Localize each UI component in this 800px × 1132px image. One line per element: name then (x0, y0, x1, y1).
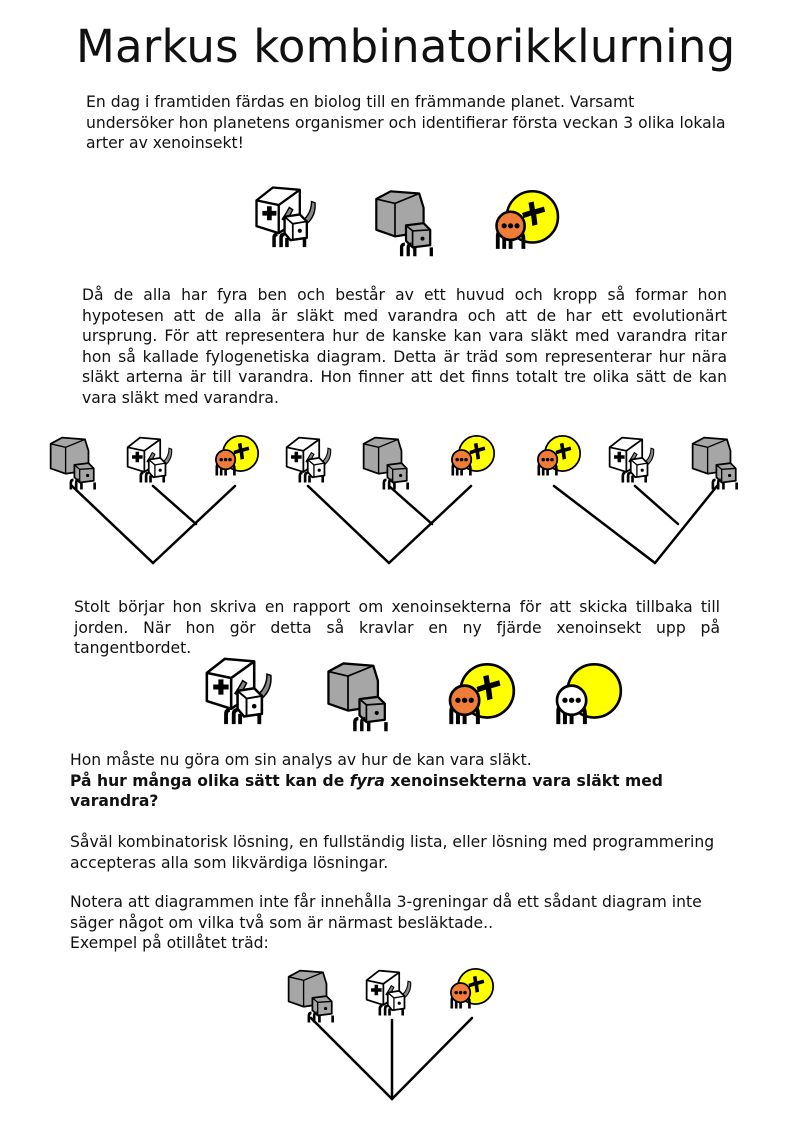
tree-1 (51, 436, 259, 563)
white-cube-insect-icon (257, 188, 316, 248)
white-cube-insect-icon (207, 659, 271, 724)
branch (389, 486, 432, 524)
white-yellow-round-insect-icon (557, 664, 621, 724)
question-before: På hur många olika sätt kan de (70, 771, 350, 790)
redo-text: Hon måste nu göra om sin analys av hur de kan vara släkt. (70, 751, 532, 769)
white-cube-insect-icon (367, 971, 411, 1016)
solutions-paragraph: Såväl kombinatorisk lösning, en fullständig lista, eller lösning med programmering accepteras alla som likvärdiga lösningar. (70, 833, 715, 872)
example-label: Exempel på otillåtet träd: (70, 934, 269, 952)
gray-cube-insect-icon (693, 438, 737, 490)
species-row-1 (257, 188, 558, 257)
page-title: Markus kombinatorikklurning (76, 20, 736, 73)
tree-3 (538, 436, 737, 563)
intro-paragraph: En dag i framtiden färdas en biolog till en främmande planet. Varsamt undersöker hon planetens organismer och identifierar första veckan 3 olika lokala arter av xenoinsekt! (86, 93, 726, 152)
white-cube-insect-icon (128, 438, 172, 483)
phylogenetic-trees (51, 436, 737, 563)
white-cube-insect-icon (287, 438, 331, 483)
tree-2 (287, 436, 495, 563)
orange-yellow-round-insect-icon (497, 191, 558, 249)
orange-yellow-round-insect-icon (538, 436, 580, 476)
branch (635, 486, 678, 524)
gray-cube-insect-icon (289, 971, 333, 1023)
question-emphasis: fyra (349, 771, 385, 790)
report-paragraph: Stolt börjar hon skriva en rapport om xenoinsekterna för att skicka tillbaka till jorden. När hon gör detta så kravlar en ny fjärde xenoinsekt upp på tangentbordet. (74, 598, 720, 657)
orange-yellow-round-insect-icon (451, 969, 493, 1009)
invalid-tree (289, 969, 494, 1099)
gray-cube-insect-icon (51, 438, 95, 490)
gray-cube-insect-icon (376, 191, 431, 256)
question-after: xenoinsekterna vara släkt med varandra? (70, 771, 663, 810)
branch (392, 1018, 472, 1099)
note-text: Notera att diagrammen inte får innehålla 3-greningar då ett sådant diagram inte säger något om vilka två som är närmast besläktade.. (70, 893, 702, 932)
hypothesis-paragraph: Då de alla har fyra ben och består av ett huvud och kropp så formar hon hypotesen att de alla är släkt med varandra och att de har ett evolutionärt ursprung. För att representera hur de kanske kan vara släkt med varandra ritar hon så kallade fylogenetiska diagram. Detta är träd som representerar hur nära släkt arterna är till varandra. Hon finner att det finns totalt tre olika sätt de kan vara släkt med varandra. (82, 286, 727, 407)
branch (554, 486, 655, 563)
branch (311, 1018, 392, 1099)
branch (72, 486, 153, 563)
gray-cube-insect-icon (328, 663, 386, 731)
branch (153, 486, 196, 524)
branch (655, 486, 717, 563)
orange-yellow-round-insect-icon (216, 436, 258, 476)
gray-cube-insect-icon (364, 438, 408, 490)
species-row-2 (207, 659, 621, 731)
white-cube-insect-icon (610, 438, 654, 483)
orange-yellow-round-insect-icon (450, 664, 514, 724)
orange-yellow-round-insect-icon (452, 436, 494, 476)
branch (308, 486, 389, 563)
